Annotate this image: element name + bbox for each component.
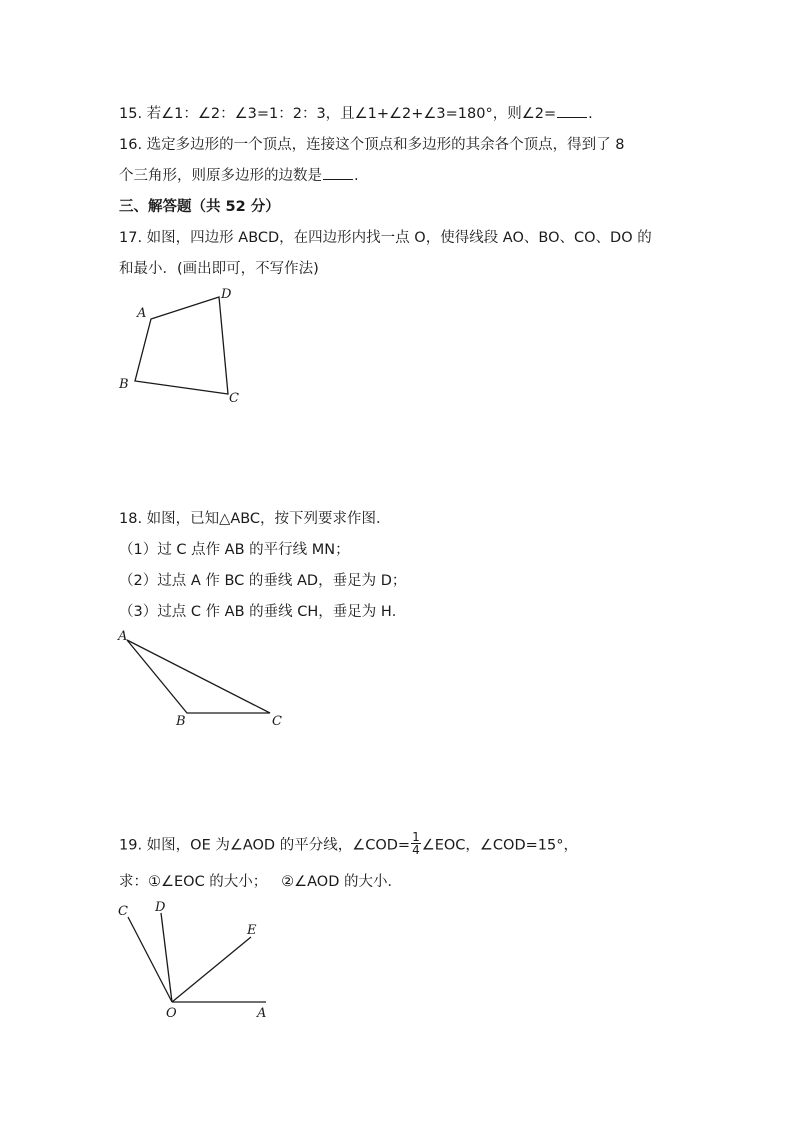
ray-oe <box>172 937 251 1002</box>
label-d: D <box>221 287 232 302</box>
section-heading: 三、解答题（共 52 分） <box>119 199 280 215</box>
fraction-one-quarter <box>411 831 421 856</box>
q18-item3: （3）过点 C 作 AB 的垂线 CH，垂足为 H． <box>119 604 407 620</box>
q16-line1: 16. 选定多边形的一个顶点，连接这个顶点和多边形的其余各个顶点，得到了 8 <box>119 137 625 153</box>
q17-line2: 和最小．(画出即可，不写作法) <box>119 261 319 277</box>
label-a: A <box>137 306 147 321</box>
q19-line2: 求：①∠EOC 的大小； ②∠AOD 的大小． <box>119 874 402 890</box>
label-o: O <box>166 1006 177 1021</box>
ray-oc <box>128 917 172 1002</box>
q15-end: . <box>588 106 593 122</box>
label-c: C <box>229 391 239 406</box>
fraction-denominator: 4 <box>412 843 420 857</box>
label-b: B <box>119 377 129 392</box>
label-a: A <box>257 1006 267 1021</box>
ray-od <box>161 913 172 1002</box>
label-c: C <box>272 714 282 729</box>
label-e: E <box>247 923 257 938</box>
triangle-abc <box>127 640 270 713</box>
answer-blank <box>323 166 353 180</box>
answer-blank <box>557 104 587 118</box>
q16-end: . <box>354 168 359 184</box>
q17-line1: 17. 如图，四边形 ABCD，在四边形内找一点 O，使得线段 AO、BO、CO、DO 的 <box>119 230 652 246</box>
label-d: D <box>155 900 166 915</box>
question-15 <box>119 104 593 124</box>
question-16-line2 <box>119 166 359 186</box>
q19-text-a: 19. 如图，OE 为∠AOD 的平分线，∠COD= <box>119 837 411 854</box>
q18-line1: 18. 如图，已知△ABC，按下列要求作图． <box>119 511 391 527</box>
label-b: B <box>176 714 186 729</box>
q18-item1: （1）过 C 点作 AB 的平行线 MN； <box>119 542 350 558</box>
fraction-numerator: 1 <box>412 830 420 844</box>
q15-text: 15. 若∠1：∠2：∠3=1：2：3，且∠1+∠2+∠3=180°，则∠2= <box>119 106 557 122</box>
label-a: A <box>118 629 128 644</box>
quadrilateral-abcd <box>135 297 228 394</box>
q18-item2: （2）过点 A 作 BC 的垂线 AD，垂足为 D； <box>119 573 407 589</box>
question-19-line1 <box>119 830 578 858</box>
q16-text: 个三角形，则原多边形的边数是 <box>119 168 322 184</box>
label-c: C <box>118 904 128 919</box>
q19-text-b: ∠EOC，∠COD=15°， <box>421 837 578 854</box>
